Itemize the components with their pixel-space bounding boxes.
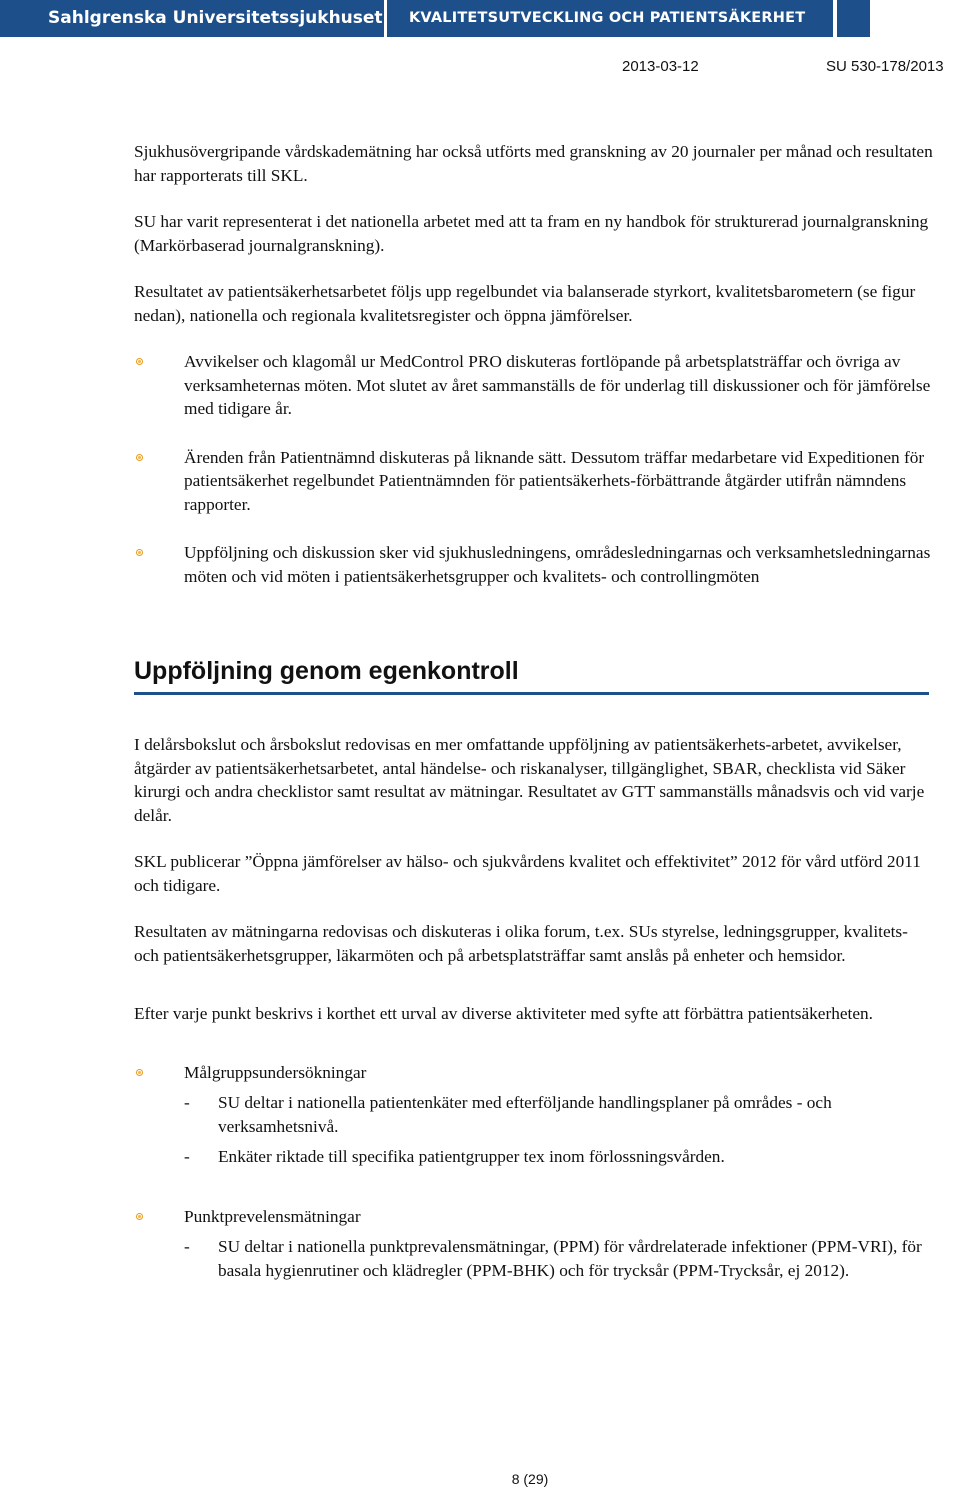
paragraph: Resultaten av mätningarna redovisas och diskuteras i olika forum, t.ex. SUs styrelse, ledningsgrupper, kvalitets- och patientsäkerhetsgrupper, läkarmöten och på arbetsplatsträffar samt anslås på enheter och hemsidor. [134, 922, 908, 965]
section-heading: Uppföljning genom egenkontroll [134, 656, 929, 695]
paragraph: SKL publicerar ”Öppna jämförelser av hälso- och sjukvårdens kvalitet och effektivitet” 2012 för vård utförd 2011 och tidigare. [134, 852, 921, 895]
org-name: Sahlgrenska Universitetssjukhuset [0, 0, 384, 37]
paragraph: Sjukhusövergripande vårdskademätning har också utförts med granskning av 20 journaler per månad och resultaten har rapporterats till SKL. [134, 142, 933, 185]
list-item: Uppföljning och diskussion sker vid sjukhusledningens, områdesledningarnas och verksamhetsledningarnas möten och vid möten i patientsäkerhetsgrupper och kvalitets- och controllingmöten [134, 541, 934, 588]
list-item: Punktprevelensmätningar - SU deltar i nationella punktprevalensmätningar, (PPM) för vårdrelaterade infektioner (PPM-VRI), för basala hygienrutiner och klädregler (PPM-BHK) och för trycksår (PPM-Trycksår, ej 2012). [134, 1205, 934, 1283]
bullet-icon [136, 549, 143, 556]
bullet-icon [136, 1213, 143, 1220]
list-item: Målgruppsundersökningar - SU deltar i nationella patientenkäter med efterföljande handlingsplaner på områdes - och verksamhetsnivå. - Enkäter riktade till specifika patientgrupper tex inom förlossningsvården. [134, 1061, 934, 1169]
department-name: KVALITETSUTVECKLING OCH PATIENTSÄKERHET [387, 0, 833, 37]
bullet-list [134, 1061, 934, 1283]
sub-list-item: - Enkäter riktade till specifika patientgrupper tex inom förlossningsvården. [184, 1147, 725, 1166]
document-body [134, 140, 934, 1282]
list-item: Ärenden från Patientnämnd diskuteras på liknande sätt. Dessutom träffar medarbetare vid Expeditionen för patientsäkerhet regelbundet Patientnämnden för patientsäkerhets-förbättrande åtgärder utifrån nämndens rapporter. [134, 446, 934, 517]
header-banner [0, 0, 960, 37]
document-reference: SU 530-178/2013 [826, 58, 944, 75]
bullet-icon [136, 1069, 143, 1076]
document-date: 2013-03-12 [622, 58, 699, 75]
page-number: 8 (29) [511, 1471, 549, 1487]
bullet-icon [136, 358, 143, 365]
sub-list-item: - SU deltar i nationella patientenkäter med efterföljande handlingsplaner på områdes - och verksamhetsnivå. [184, 1093, 832, 1136]
bullet-list [134, 350, 934, 588]
paragraph: SU har varit representerat i det nationella arbetet med att ta fram en ny handbok för strukturerad journalgranskning (Markörbaserad journalgranskning). [134, 212, 929, 255]
banner-end-block [837, 0, 870, 37]
paragraph: Efter varje punkt beskrivs i korthet ett urval av diverse aktiviteter med syfte att förbättra patientsäkerheten. [134, 1004, 873, 1023]
bullet-icon [136, 454, 143, 461]
list-item: Avvikelser och klagomål ur MedControl PRO diskuteras fortlöpande på arbetsplatsträffar och övriga av verksamheternas möten. Mot slutet av året sammanställs de för underlag till diskussioner och för jämförelse med tidigare år. [134, 350, 934, 421]
sub-list-item: - SU deltar i nationella punktprevalensmätningar, (PPM) för vårdrelaterade infektioner (PPM-VRI), för basala hygienrutiner och klädregler (PPM-BHK) och för trycksår (PPM-Trycksår, ej 2012). [184, 1237, 922, 1280]
paragraph: Resultatet av patientsäkerhetsarbetet följs upp regelbundet via balanserade styrkort, kvalitetsbarometern (se figur nedan), nationella och regionala kvalitetsregister och öppna jämförelser. [134, 282, 916, 325]
paragraph: I delårsbokslut och årsbokslut redovisas en mer omfattande uppföljning av patientsäkerhets-arbetet, avvikelser, åtgärder av patientsäkerhetsarbetet, antal händelse- och riskanalyser, tillgänglighet, SBAR, checklista vid Säker kirurgi och andra checklistor samt resultat av mätningar. Resultatet av GTT sammanställs månadsvis och vid varje delår. [134, 735, 925, 825]
